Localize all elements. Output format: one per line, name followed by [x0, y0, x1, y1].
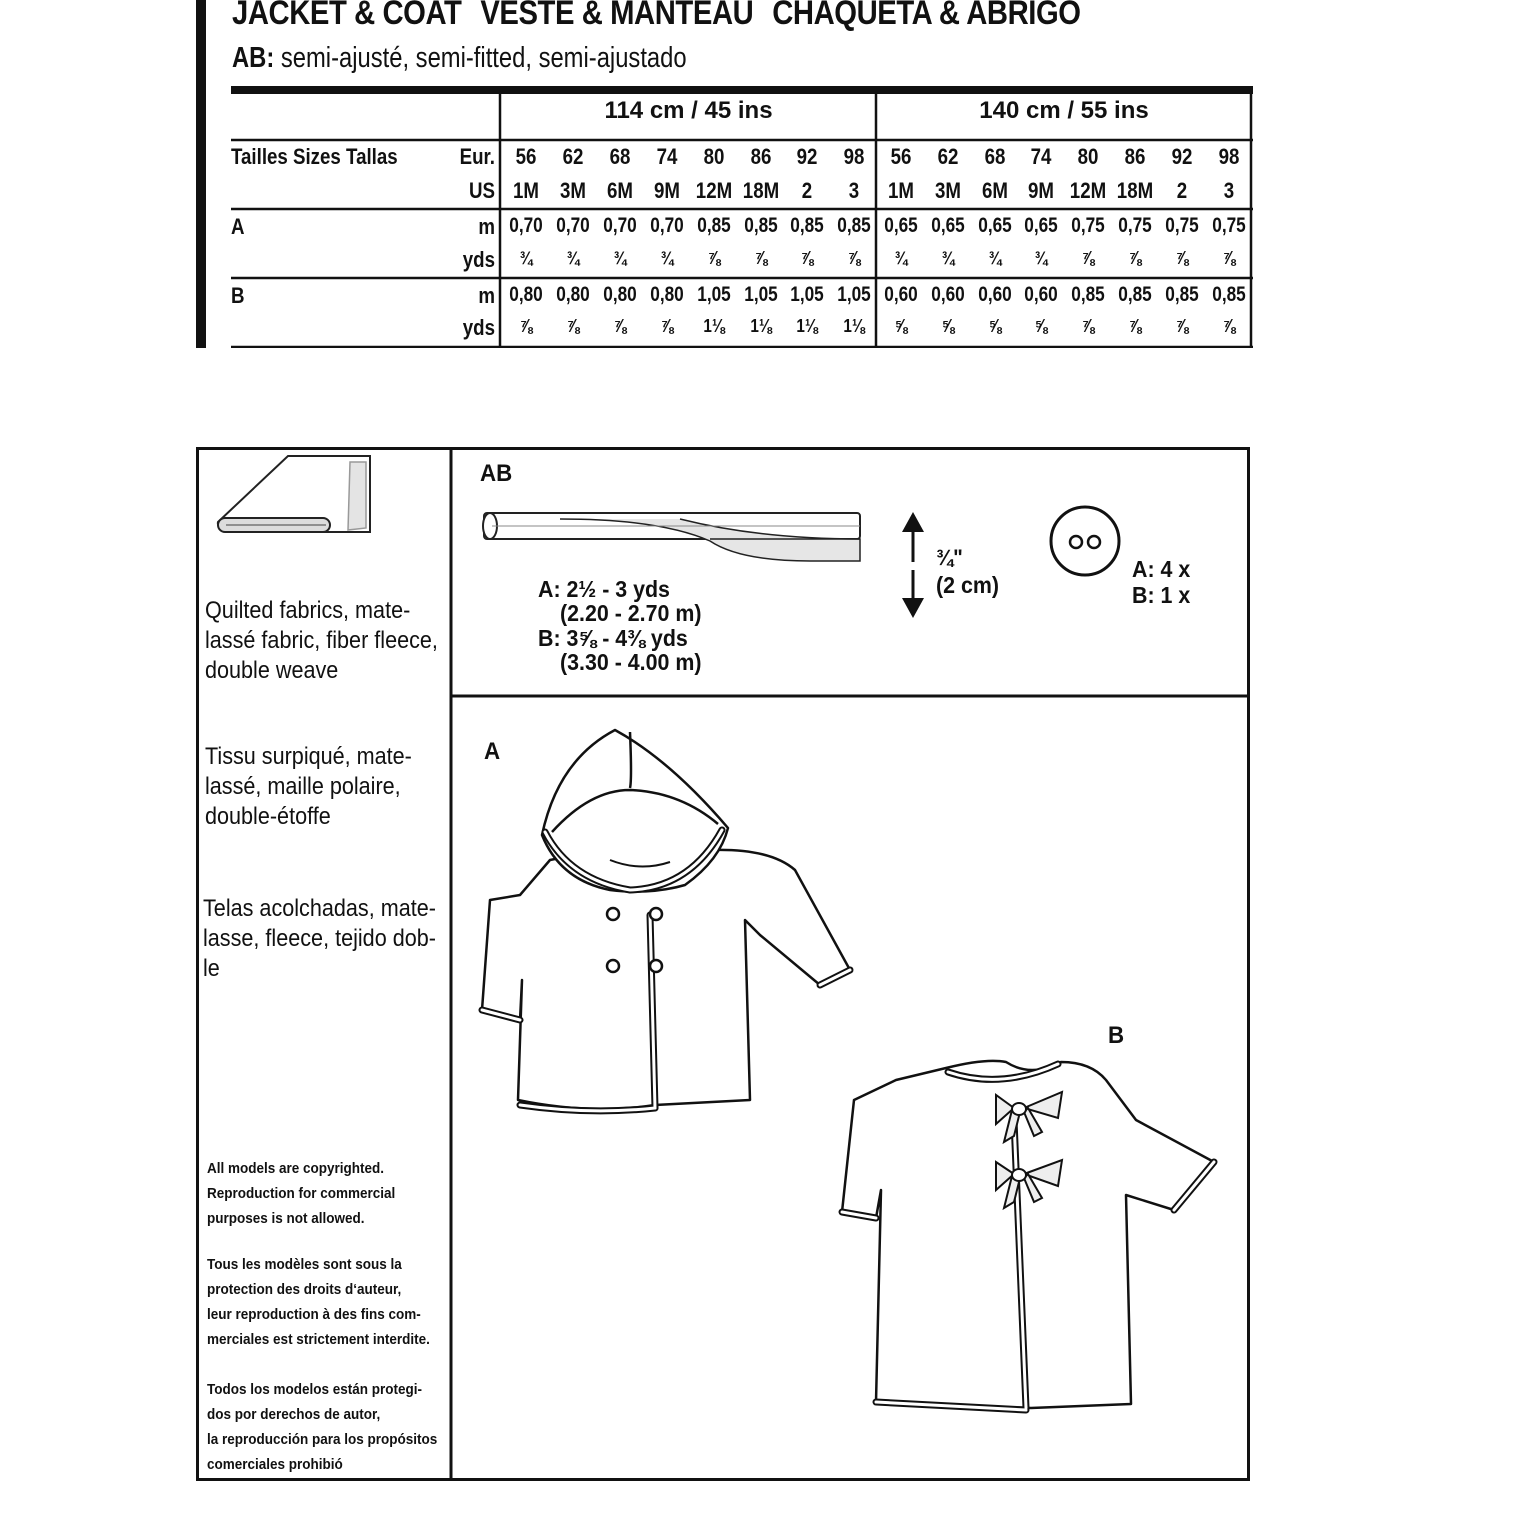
view-b-meters-cell: 0,60: [1024, 283, 1059, 306]
us-size-cell: 3M: [559, 178, 586, 203]
fabric-suggestions-fr: [205, 742, 412, 832]
copyright-line: All models are copyrighted.: [207, 1160, 385, 1177]
view-b-coat-illustration: [836, 1050, 1226, 1420]
fabric-es-line: le: [203, 955, 220, 982]
us-size-cell: 6M: [981, 178, 1008, 203]
eur-size-cell: 98: [843, 144, 865, 169]
bias-b-m: (3.30 - 4.00 m): [560, 649, 702, 675]
view-b-yards-cell: ⅞: [566, 316, 580, 336]
view-a-meters-cell: 0,85: [790, 214, 825, 237]
view-a-yards-cell: ⅞: [1222, 248, 1235, 268]
copyright-line: protection des droits d‘auteur,: [207, 1281, 402, 1298]
view-a-meters-cell: 0,75: [1071, 214, 1105, 237]
view-a-meters-cell: 0,70: [649, 214, 684, 237]
fit-text: semi-ajusté, semi-fitted, semi-ajustado: [280, 42, 687, 74]
view-b-yards-cell: ⅞: [1081, 316, 1095, 336]
view-a-meters-cell: 0,85: [743, 214, 778, 237]
fabric-es-line: Telas acolchadas, mate-: [203, 895, 436, 922]
row-label-a: A: [231, 214, 245, 239]
us-size-cell: 2: [1176, 178, 1188, 203]
fit-label: AB:: [232, 42, 275, 74]
view-b-meters-cell: 0,85: [1165, 283, 1199, 306]
eur-size-cell: 68: [609, 144, 631, 169]
view-a-yards-cell: ⅞: [801, 248, 814, 268]
view-a-meters-cell: 0,85: [837, 214, 872, 237]
view-b-yards-cell: 1⅛: [749, 316, 772, 336]
fabric-es-line: lasse, fleece, tejido dob-: [203, 925, 436, 952]
title-es: CHAQUETA & ABRIGO: [772, 0, 1081, 32]
view-b-meters-cell: 0,85: [1211, 283, 1246, 306]
copyright-line: purposes is not allowed.: [207, 1210, 365, 1227]
eur-size-cell: 56: [515, 144, 537, 169]
us-size-cell: 3M: [934, 178, 961, 203]
view-a-meters-cell: 0,75: [1211, 214, 1246, 237]
view-b-meters-cell: 0,80: [603, 283, 637, 306]
view-a-yards-cell: ¾: [566, 248, 580, 268]
view-b-meters-cell: 1,05: [790, 283, 825, 306]
view-b-yards-cell: ⅝: [988, 316, 1001, 336]
eur-size-cell: 86: [750, 144, 771, 169]
view-a-yards-cell: ¾: [660, 248, 674, 268]
view-b-meters-cell: 1,05: [743, 283, 778, 306]
view-b-meters-cell: 1,05: [837, 283, 872, 306]
eur-size-cell: 62: [937, 144, 959, 169]
eur-label: Eur.: [459, 144, 495, 169]
us-size-cell: 18M: [1116, 178, 1154, 203]
view-b-meters-cell: 0,80: [649, 283, 684, 306]
view-b-meters-cell: 1,05: [696, 283, 731, 306]
view-b-yards-cell: ⅝: [894, 316, 908, 336]
view-b-yards-cell: ⅝: [941, 316, 955, 336]
eur-size-cell: 74: [1030, 144, 1052, 169]
view-b-yards-cell: ⅞: [1222, 316, 1235, 336]
us-size-cell: 9M: [653, 178, 680, 203]
row-a-yds-label: yds: [462, 247, 495, 272]
row-a-m-label: m: [478, 214, 495, 239]
view-a-meters-cell: 0,70: [556, 214, 590, 237]
view-a-yards-cell: ¾: [613, 248, 627, 268]
us-size-cell: 6M: [606, 178, 633, 203]
view-b-meters-cell: 0,85: [1071, 283, 1105, 306]
fabric-suggestions-es: [203, 894, 436, 984]
copyright-en: [207, 1156, 395, 1231]
eur-size-cell: 80: [1077, 144, 1099, 169]
copyright-line: merciales est strictement interdite.: [207, 1331, 430, 1348]
view-a-hooded-jacket-illustration: [470, 720, 870, 1120]
copyright-line: la reproducción para los propósitos: [207, 1431, 438, 1448]
sizes-label: Tailles Sizes Tallas: [231, 144, 398, 169]
view-b-meters-cell: 0,85: [1118, 283, 1152, 306]
view-a-yards-cell: ⅞: [707, 248, 720, 268]
view-a-yards-cell: ⅞: [1128, 248, 1142, 268]
width-header-140: 140 cm / 55 ins: [979, 97, 1149, 124]
copyright-line: Reproduction for commercial: [207, 1185, 396, 1202]
copyright-line: dos por derechos de autor,: [207, 1406, 381, 1423]
view-b-yards-cell: ⅞: [613, 316, 627, 336]
copyright-fr: [207, 1252, 430, 1352]
view-a-yards-cell: ¾: [894, 248, 908, 268]
view-a-yards-cell: ¾: [519, 248, 533, 268]
copyright-es: [207, 1377, 437, 1477]
us-size-cell: 2: [802, 178, 813, 203]
view-b-label: B: [1108, 1022, 1125, 1049]
width-arrow-icon: [896, 512, 930, 620]
view-b-yards-cell: 1⅛: [702, 316, 725, 336]
bias-a-yds: A: 2½ - 3 yds: [538, 576, 670, 602]
eur-size-cell: 86: [1124, 144, 1146, 169]
view-b-yards-cell: ⅝: [1035, 316, 1048, 336]
view-b-yards-cell: ⅞: [519, 316, 533, 336]
view-b-meters-cell: 0,80: [509, 283, 543, 306]
view-a-meters-cell: 0,65: [977, 214, 1012, 237]
fabric-en-line: lassé fabric, fiber fleece,: [205, 627, 438, 654]
title-fr: VESTE & MANTEAU: [480, 0, 754, 32]
title-en: JACKET & COAT: [232, 0, 462, 32]
view-a-yards-cell: ⅞: [847, 248, 861, 268]
view-b-yards-cell: ⅞: [1175, 316, 1189, 336]
us-size-cell: 3: [1223, 178, 1234, 203]
view-b-meters-cell: 0,80: [556, 283, 590, 306]
row-b-m-label: m: [478, 283, 495, 308]
us-size-cell: 1M: [513, 178, 539, 203]
copyright-line: Tous les modèles sont sous la: [207, 1256, 402, 1273]
tape-width-in: ¾": [936, 545, 963, 570]
row-b-yds-label: yds: [462, 315, 495, 340]
view-b-yards-cell: 1⅛: [796, 316, 819, 336]
view-b-yards-cell: 1⅛: [843, 316, 865, 336]
fabric-en-line: double weave: [205, 657, 339, 684]
view-a-yards-cell: ⅞: [754, 248, 767, 268]
view-a-meters-cell: 0,85: [696, 214, 731, 237]
us-size-cell: 18M: [742, 178, 779, 203]
us-size-cell: 12M: [695, 178, 732, 203]
buttons-a-count: A: 4 x: [1132, 556, 1191, 582]
copyright-line: Todos los modelos están protegi-: [207, 1381, 423, 1398]
us-size-cell: 3: [849, 178, 860, 203]
view-a-yards-cell: ¾: [988, 248, 1001, 268]
view-a-yards-cell: ⅞: [1081, 248, 1095, 268]
view-b-meters-cell: 0,60: [931, 283, 965, 306]
row-label-b: B: [231, 283, 245, 308]
notions-label: AB: [480, 460, 513, 487]
fabric-en-line: Quilted fabrics, mate-: [205, 597, 411, 624]
view-b-yards-cell: ⅞: [1128, 316, 1142, 336]
fabric-suggestions-en: [205, 596, 438, 686]
eur-size-cell: 92: [1171, 144, 1193, 169]
us-size-cell: 9M: [1028, 178, 1055, 203]
eur-size-cell: 92: [796, 144, 818, 169]
copyright-line: leur reproduction à des fins com-: [207, 1306, 421, 1323]
bias-tape-icon: [480, 505, 870, 575]
eur-size-cell: 98: [1218, 144, 1239, 169]
eur-size-cell: 68: [984, 144, 1005, 169]
eur-size-cell: 74: [656, 144, 678, 169]
eur-size-cell: 56: [890, 144, 912, 169]
copyright-line: comerciales prohibió: [207, 1456, 343, 1473]
view-a-meters-cell: 0,65: [884, 214, 918, 237]
width-header-114: 114 cm / 45 ins: [604, 97, 773, 124]
bias-a-m: (2.20 - 2.70 m): [560, 600, 702, 626]
button-icon: [1048, 504, 1124, 580]
us-size-cell: 12M: [1069, 178, 1107, 203]
eur-size-cell: 62: [562, 144, 584, 169]
view-a-yards-cell: ⅞: [1175, 248, 1189, 268]
bias-b-yds: B: 3⅝ - 4⅜ yds: [538, 625, 688, 651]
fabric-fr-line: double-étoffe: [205, 803, 331, 830]
view-a-meters-cell: 0,75: [1165, 214, 1199, 237]
view-a-meters-cell: 0,65: [1024, 214, 1059, 237]
view-a-yards-cell: ¾: [941, 248, 955, 268]
view-b-meters-cell: 0,60: [977, 283, 1012, 306]
view-a-meters-cell: 0,65: [931, 214, 965, 237]
view-a-meters-cell: 0,70: [603, 214, 637, 237]
eur-size-cell: 80: [703, 144, 724, 169]
view-b-yards-cell: ⅞: [660, 316, 674, 336]
folded-fabric-icon: [210, 452, 380, 544]
view-a-label: A: [484, 738, 501, 765]
view-b-meters-cell: 0,60: [884, 283, 918, 306]
us-size-cell: 1M: [888, 178, 914, 203]
fabric-fr-line: Tissu surpiqué, mate-: [205, 743, 412, 770]
view-a-meters-cell: 0,70: [509, 214, 543, 237]
us-label: US: [469, 178, 495, 203]
fabric-fr-line: lassé, maille polaire,: [205, 773, 401, 800]
tape-width-cm: (2 cm): [936, 572, 1000, 598]
view-a-meters-cell: 0,75: [1118, 214, 1152, 237]
view-a-yards-cell: ¾: [1035, 248, 1048, 268]
buttons-b-count: B: 1 x: [1132, 582, 1191, 608]
